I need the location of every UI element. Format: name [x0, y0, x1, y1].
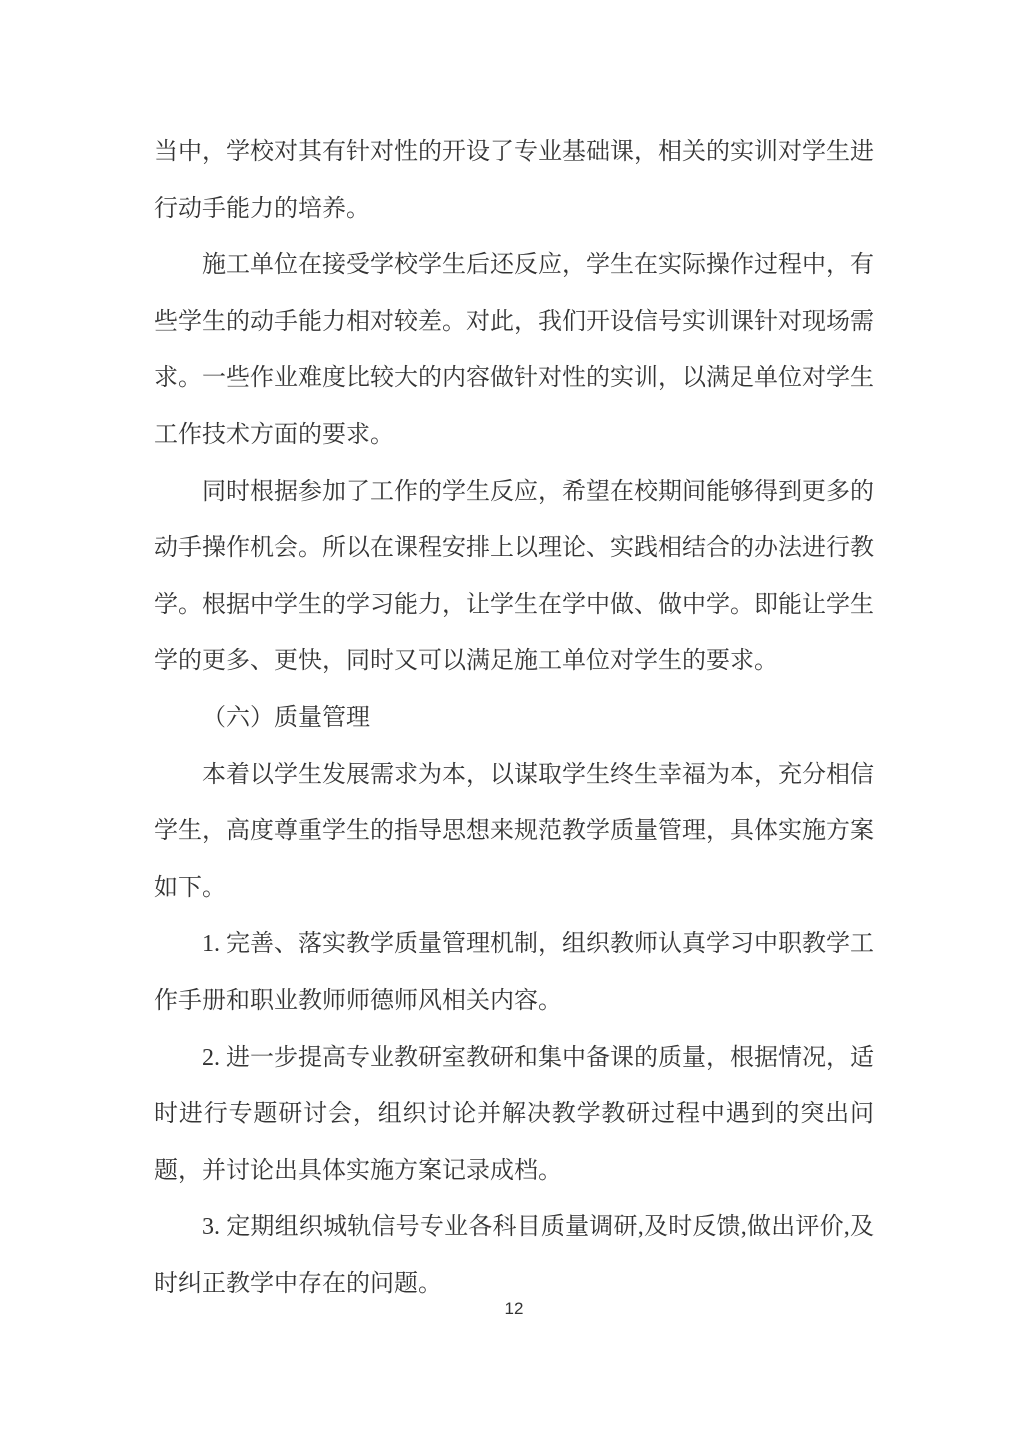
paragraph: 1. 完善、落实教学质量管理机制，组织教师认真学习中职教学工作手册和职业教师师德师风相关内容。	[154, 931, 874, 1014]
paragraph: （六）质量管理	[202, 704, 370, 731]
page-number: 12	[504, 1299, 524, 1318]
paragraph: 施工单位在接受学校学生后还反应，学生在实际操作过程中，有些学生的动手能力相对较差。对此，我们开设信号实训课针对现场需求。一些作业难度比较大的内容做针对性的实训，以满足单位对学生工作技术方面的要求。	[154, 252, 874, 448]
document-body	[154, 124, 874, 1312]
paragraph: 3. 定期组织城轨信号专业各科目质量调研,及时反馈,做出评价,及时纠正教学中存在的问题。	[154, 1214, 874, 1297]
paragraph: 当中，学校对其有针对性的开设了专业基础课，相关的实训对学生进行动手能力的培养。	[154, 139, 874, 222]
paragraph: 2. 进一步提高专业教研室教研和集中备课的质量，根据情况，适时进行专题研讨会，组织讨论并解决教学教研过程中遇到的突出问题，并讨论出具体实施方案记录成档。	[154, 1044, 874, 1184]
page-footer	[154, 1296, 874, 1322]
paragraph: 本着以学生发展需求为本，以谋取学生终生幸福为本，充分相信学生，高度尊重学生的指导思想来规范教学质量管理，具体实施方案如下。	[154, 761, 874, 901]
paragraph: 同时根据参加了工作的学生反应，希望在校期间能够得到更多的动手操作机会。所以在课程安排上以理论、实践相结合的办法进行教学。根据中学生的学习能力，让学生在学中做、做中学。即能让学生学的更多、更快，同时又可以满足施工单位对学生的要求。	[154, 478, 874, 675]
